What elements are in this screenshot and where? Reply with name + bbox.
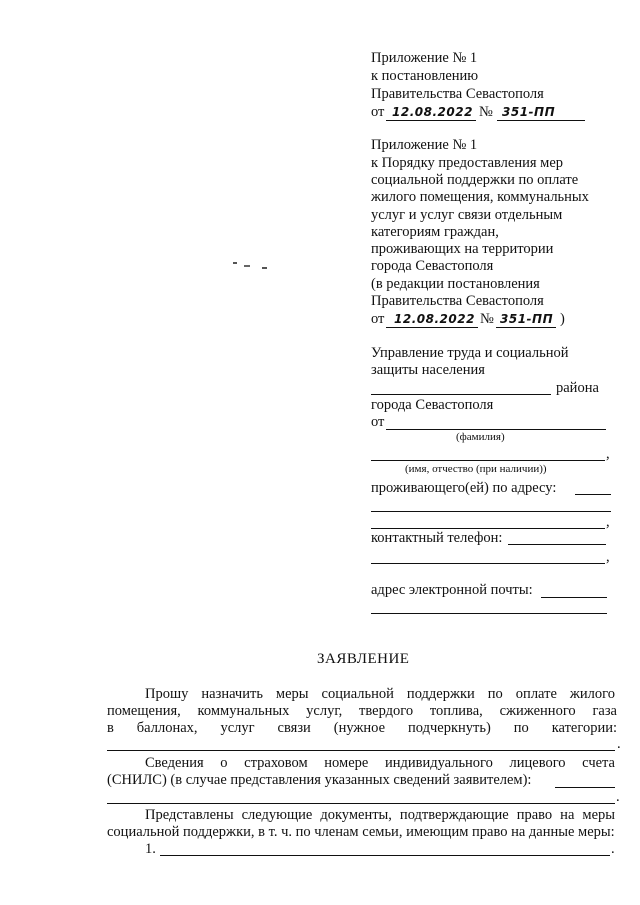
appendix2-line1: Приложение № 1 xyxy=(371,137,478,153)
appendix2-line4: жилого помещения, коммунальных xyxy=(371,189,589,205)
scan-mark xyxy=(244,265,250,267)
appendix2-number-label: № xyxy=(480,311,494,327)
scan-mark xyxy=(233,262,237,264)
paragraph1-line3: в баллонах, услуг связи (нужное подчеркнуть) по категории: xyxy=(107,720,617,736)
appendix2-date-handwritten: 12.08.2022 xyxy=(394,312,475,326)
appendix1-from-label: от xyxy=(371,104,385,120)
period: . xyxy=(616,789,620,805)
appendix2-line9: (в редакции постановления xyxy=(371,276,540,292)
category-field[interactable] xyxy=(107,750,615,751)
city-label: города Севастополя xyxy=(371,397,494,413)
paragraph1-line1: Прошу назначить меры социальной поддержки по оплате жилого xyxy=(145,686,615,702)
email-label: адрес электронной почты: xyxy=(371,582,533,598)
address-field-2[interactable] xyxy=(371,511,611,512)
snils-field-1[interactable] xyxy=(555,787,615,788)
paragraph2-line1: Сведения о страховом номере индивидуального лицевого счета xyxy=(145,755,615,771)
phone-field-2[interactable] xyxy=(371,563,605,564)
comma: , xyxy=(606,446,610,462)
appendix2-line6: категориям граждан, xyxy=(371,224,499,240)
comma: , xyxy=(606,549,610,565)
document-item-field[interactable] xyxy=(160,855,610,856)
appendix2-line2: к Порядку предоставления мер xyxy=(371,155,564,171)
appendix1-number-handwritten: 351-ПП xyxy=(502,105,556,119)
appendix2-line10: Правительства Севастополя xyxy=(371,293,544,309)
appendix1-line1: Приложение № 1 xyxy=(371,50,478,66)
address-label: проживающего(ей) по адресу: xyxy=(371,480,557,496)
paragraph3-line2: социальной поддержки, в т. ч. по членам семьи, имеющим право на данные меры: xyxy=(107,824,615,840)
email-field-2[interactable] xyxy=(371,613,607,614)
comma: , xyxy=(606,514,610,530)
appendix2-line8: города Севастополя xyxy=(371,258,494,274)
addressee-line1: Управление труда и социальной xyxy=(371,345,569,361)
period: . xyxy=(617,736,621,752)
appendix1-date-handwritten: 12.08.2022 xyxy=(392,105,473,119)
appendix2-date-line xyxy=(386,327,478,328)
list-item-number: 1. xyxy=(145,841,156,857)
phone-label: контактный телефон: xyxy=(371,530,503,546)
district-field[interactable] xyxy=(371,394,551,395)
paragraph2-line2: (СНИЛС) (в случае представления указанных сведений заявителем): xyxy=(107,772,532,788)
snils-field-2[interactable] xyxy=(107,803,615,804)
appendix1-number-line xyxy=(497,120,585,121)
paragraph3-line1: Представлены следующие документы, подтверждающие право на меры xyxy=(145,807,615,823)
surname-hint: (фамилия) xyxy=(456,431,505,443)
appendix1-date-line xyxy=(386,120,476,121)
appendix2-number-handwritten: 351-ПП xyxy=(500,312,554,326)
appendix2-close-paren: ) xyxy=(560,311,565,327)
surname-field[interactable] xyxy=(386,429,606,430)
appendix1-line2: к постановлению xyxy=(371,68,479,84)
appendix1-number-label: № xyxy=(479,104,493,120)
appendix2-line5: услуг и услуг связи отдельным xyxy=(371,207,563,223)
phone-field-1[interactable] xyxy=(508,544,606,545)
email-field-1[interactable] xyxy=(541,597,607,598)
appendix2-number-line xyxy=(496,327,556,328)
appendix2-from-label: от xyxy=(371,311,385,327)
appendix2-line3: социальной поддержки по оплате xyxy=(371,172,579,188)
address-field-1[interactable] xyxy=(575,494,611,495)
scan-mark xyxy=(262,267,267,269)
paragraph1-line2: помещения, коммунальных услуг, твердого топлива, сжиженного газа xyxy=(107,703,617,719)
name-hint: (имя, отчество (при наличии)) xyxy=(405,463,547,475)
addressee-line2: защиты населения xyxy=(371,362,485,378)
appendix2-line7: проживающих на территории xyxy=(371,241,554,257)
period: . xyxy=(611,841,615,857)
from-label: от xyxy=(371,414,385,430)
address-field-3[interactable] xyxy=(371,528,605,529)
district-label: района xyxy=(556,380,599,396)
appendix1-line3: Правительства Севастополя xyxy=(371,86,544,102)
name-field[interactable] xyxy=(371,460,605,461)
document-title: ЗАЯВЛЕНИЕ xyxy=(317,651,410,667)
